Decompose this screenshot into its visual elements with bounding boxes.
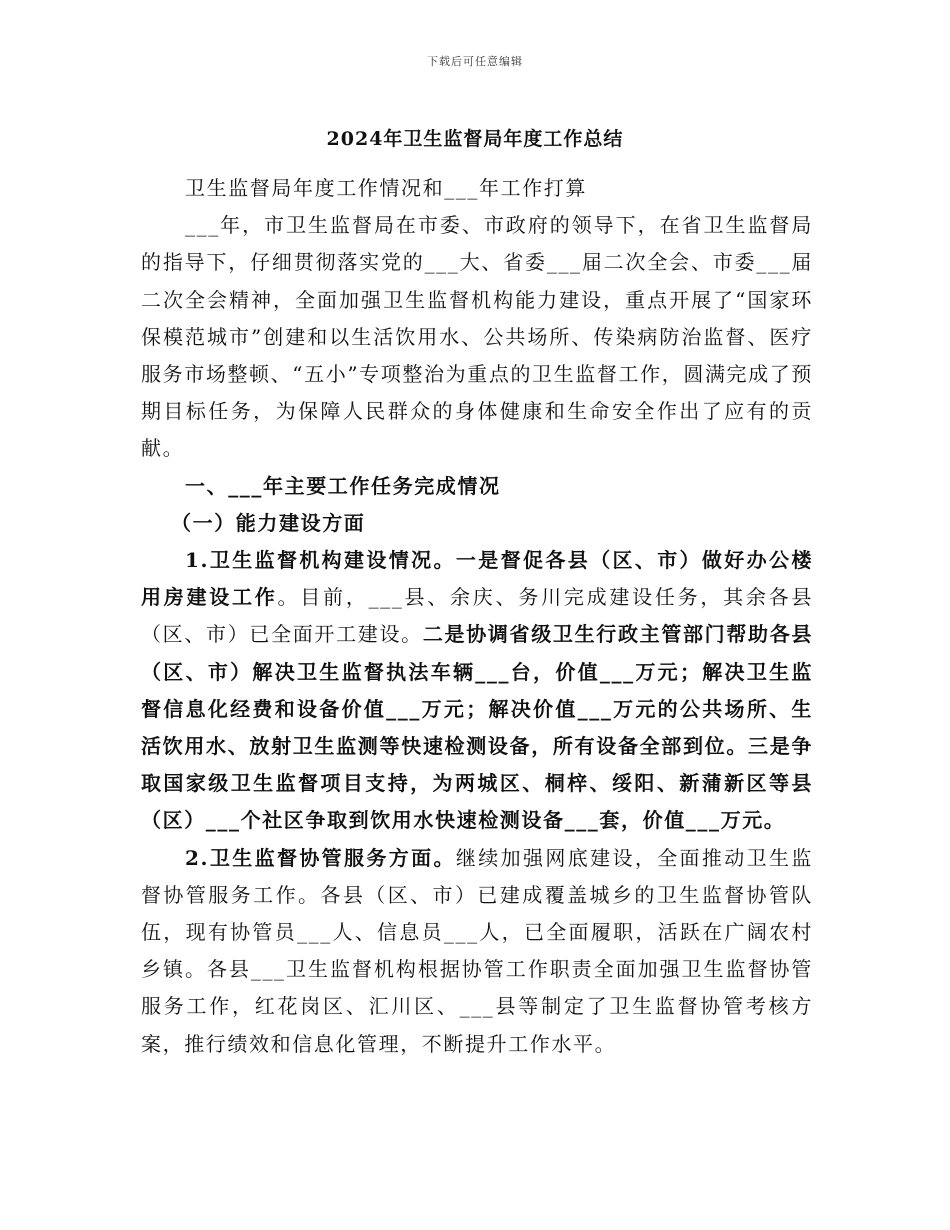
paragraph-lead-bold: 2.卫生监督协管服务方面。 [185,845,456,870]
paragraph-tail-bold: 二是协调省级卫生行政主管部门帮助各县（区、市）解决卫生监督执法车辆___台，价值___万元；解决卫生监督信息化经费和设备价值___万元；解决价值___万元的公共场所、生活饮用水、放射卫生监测等快速检测设备，所有设备全部到位。三是争取国家级卫生监督项目支持，为两城区、桐梓、绥阳、新蒲新区等县（区）___个社区争取到饮用水快速检测设备___套，价值___万元。 [141,622,813,833]
paragraph-plain-text: 。目前，___县、余庆、务川完成建设任务，其余各县（区、市）已全面开工建设。 [141,585,813,647]
subtitle-paragraph: 卫生监督局年度工作情况和___年工作打算 [185,176,587,200]
header-note: 下载后可任意编辑 [427,55,523,68]
intro-paragraph: ___年，市卫生监督局在市委、市政府的领导下，在省卫生监督局的指导下，仔细贯彻落实党的___大、省委___届二次全会、市委___届二次全会精神，全面加强卫生监督机构能力建设，重点开展了“国家环保模范城市”创建和以生活饮用水、公共场所、传染病防治监督、医疗服务市场整顿、“五小”专项整治为重点的卫生监督工作，圆满完成了预期目标任务，为保障人民群众的身体健康和生命安全作出了应有的贡献。 [141,213,813,461]
paragraph-plain-text: 继续加强网底建设，全面推动卫生监督协管服务工作。各县（区、市）已建成覆盖城乡的卫生监督协管队伍，现有协管员___人、信息员___人，已全面履职，活跃在广阔农村乡镇。各县___卫生监督机构根据协管工作职责全面加强卫生监督协管服务工作，红花岗区、汇川区、___县等制定了卫生监督协管考核方案，推行绩效和信息化管理，不断提升工作水平。 [141,845,813,1056]
paragraph-coordination-service [141,840,813,1063]
paragraph-institution-building [141,542,813,840]
paragraph-lead-bold: 1.卫生监督机构建设情况。一是督促各县（区、市）做好办公楼用房建设工作 [141,548,813,610]
document-title: 2024年卫生监督局年度工作总结 [326,128,624,150]
document-body [141,170,813,1063]
subsection-heading: （一）能力建设方面 [171,510,366,535]
section-heading: 一、___年主要工作任务完成情况 [185,473,501,498]
